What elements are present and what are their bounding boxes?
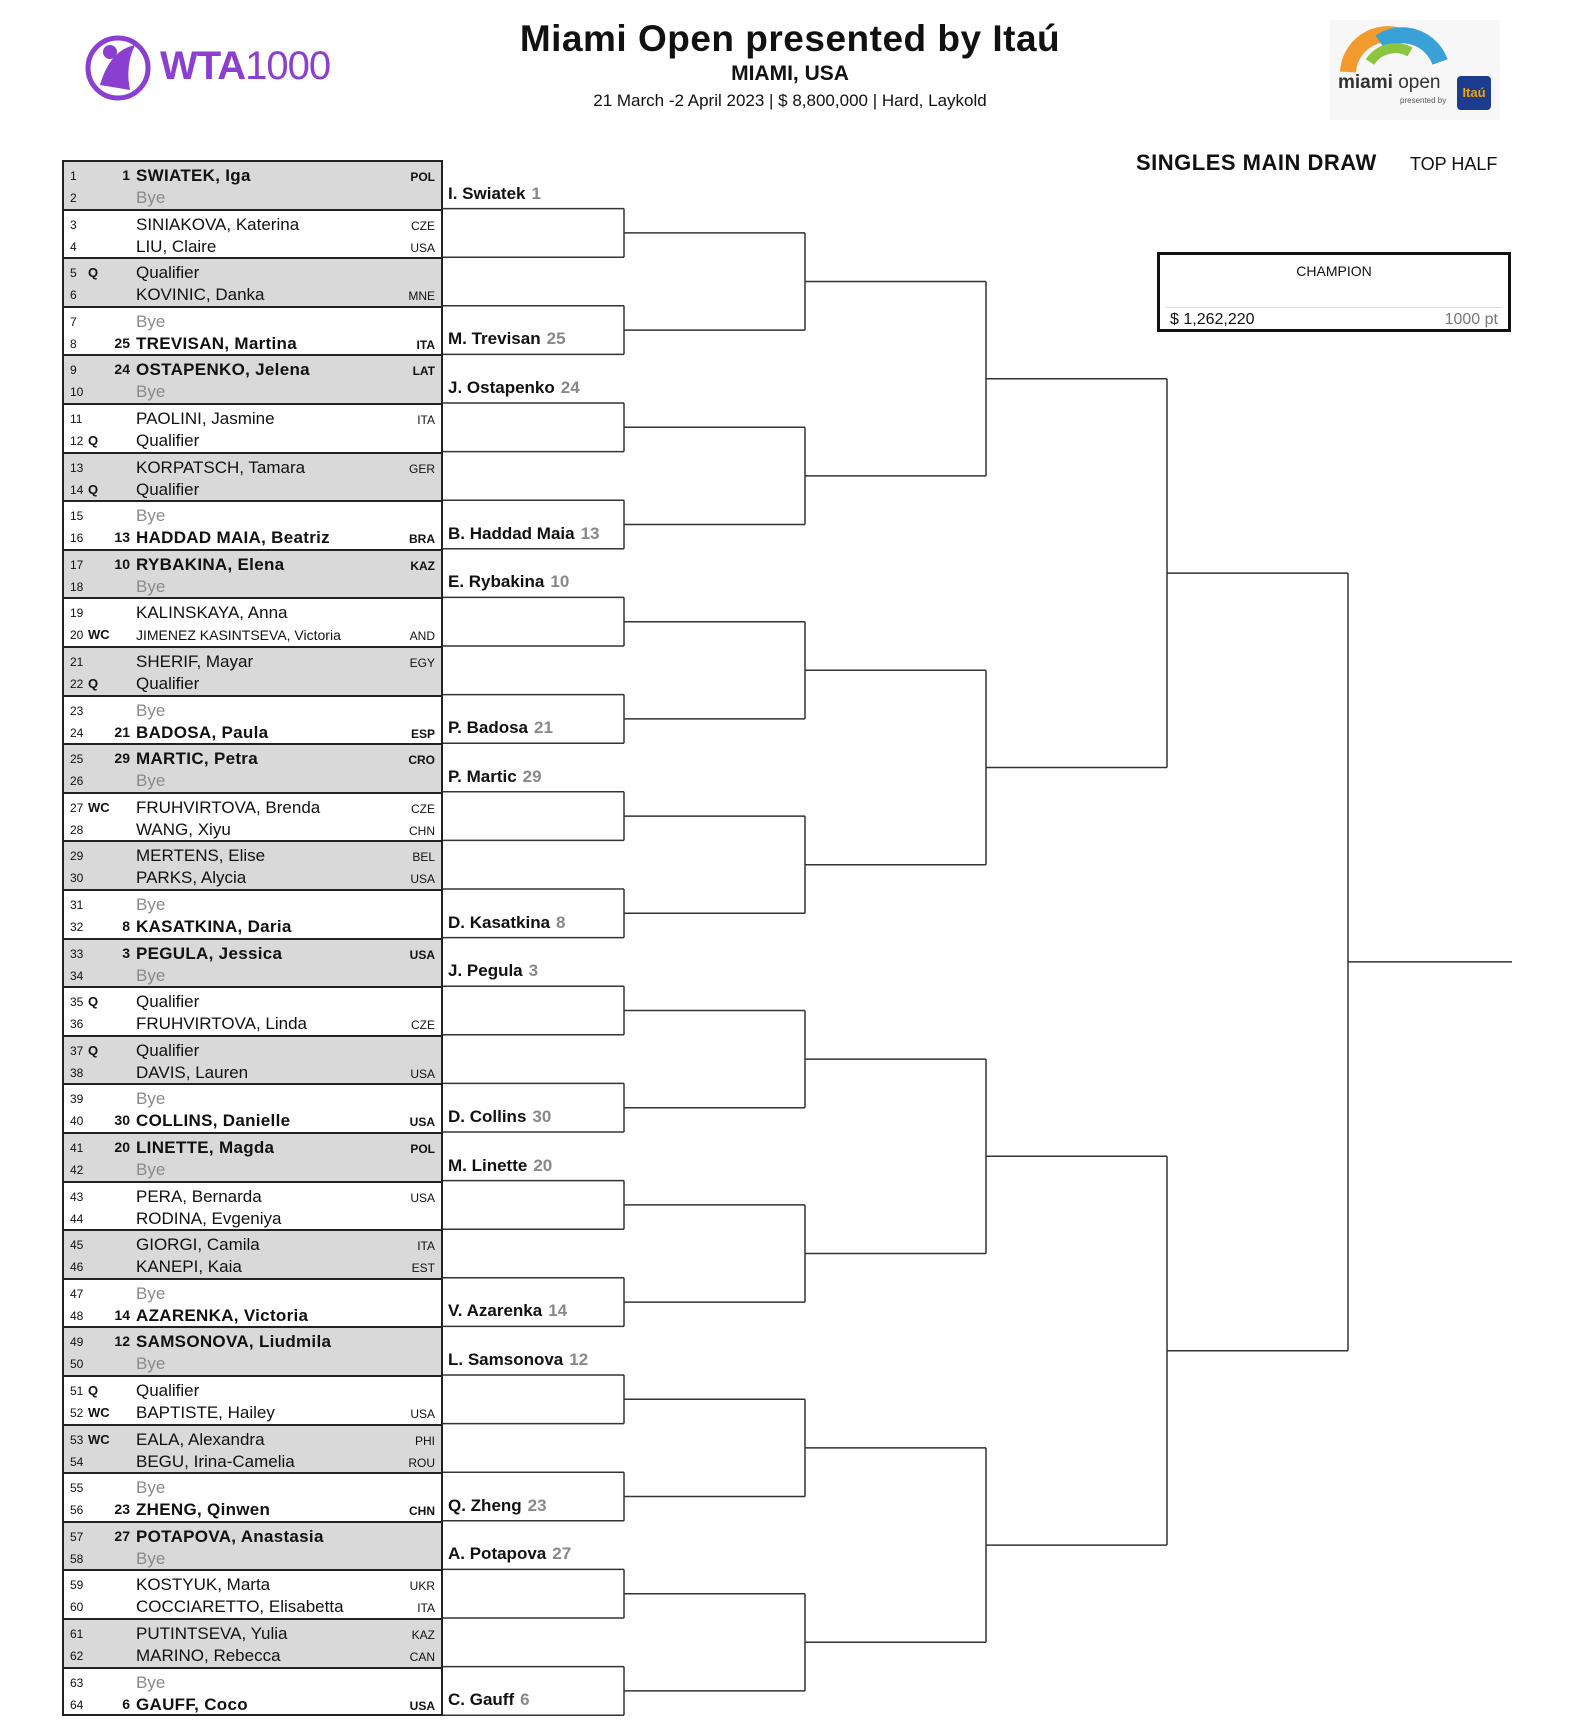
entry-tag: Q	[88, 481, 99, 497]
player-name: Bye	[136, 1548, 166, 1568]
round-2-player	[448, 378, 580, 398]
wta-logo-text: WTA1000	[160, 44, 331, 88]
entry-tag: Q	[88, 676, 99, 691]
country-code: USA	[410, 1407, 435, 1421]
draw-position: 36	[70, 1017, 84, 1032]
seed-number: 24	[114, 361, 130, 378]
draw-position: 38	[70, 1065, 84, 1080]
draw-position: 57	[70, 1529, 84, 1544]
country-code: UKR	[409, 1579, 435, 1594]
draw-position: 59	[70, 1578, 84, 1593]
player-name: Bye	[136, 1478, 166, 1498]
round-2-player-name: I. Swiatek	[448, 183, 526, 203]
round-2-player-name: Q. Zheng	[448, 1495, 522, 1515]
seed-number: 21	[114, 723, 130, 740]
seed-number: 12	[114, 1333, 130, 1350]
player-name: GAUFF, Coco	[136, 1694, 248, 1714]
player-name: POTAPOVA, Anastasia	[136, 1526, 324, 1546]
entry-tag: Q	[88, 433, 99, 448]
round-2-seed: 20	[533, 1155, 553, 1175]
draw-position: 17	[70, 557, 84, 572]
player-name: PUTINTSEVA, Yulia	[136, 1624, 288, 1643]
country-code: ITA	[417, 1601, 435, 1616]
country-code: CZE	[411, 218, 435, 233]
country-code: CZE	[411, 1018, 435, 1033]
round-2-player	[448, 767, 542, 787]
round-2-player	[448, 961, 538, 981]
player-name: Bye	[136, 965, 166, 985]
country-code: POL	[410, 1142, 435, 1156]
player-name: PEGULA, Jessica	[136, 943, 283, 963]
draw-position: 24	[70, 725, 84, 740]
player-name: Bye	[136, 771, 166, 791]
seed-number: 3	[122, 944, 130, 961]
country-code: ITA	[417, 1239, 435, 1254]
draw-position: 46	[70, 1260, 84, 1275]
draw-position: 22	[70, 677, 84, 691]
player-name: BADOSA, Paula	[136, 722, 269, 742]
entry-tag: WC	[88, 1405, 110, 1420]
round-2-player-name: J. Ostapenko	[448, 378, 555, 397]
round-2-player	[448, 913, 566, 933]
draw-position: 5	[70, 266, 77, 281]
draw-position: 28	[70, 822, 84, 837]
presented-by-text: presented by	[1400, 96, 1447, 105]
draw-position: 15	[70, 509, 84, 524]
player-name: KOVINIC, Danka	[136, 285, 265, 305]
draw-position: 30	[70, 871, 84, 886]
round-2-player	[448, 1301, 567, 1321]
round-2-player-name: D. Collins	[448, 1107, 527, 1126]
round-2-player-name: P. Martic	[448, 766, 517, 786]
player-name: TREVISAN, Martina	[136, 333, 297, 353]
seed-number: 23	[114, 1501, 130, 1518]
draw-position: 8	[70, 336, 77, 351]
country-code: CHN	[409, 1504, 435, 1519]
country-code: ITA	[417, 413, 435, 427]
player-name: Qualifier	[136, 1381, 200, 1400]
round-2-player	[448, 1496, 547, 1516]
draw-position: 43	[70, 1189, 84, 1204]
player-name: DAVIS, Lauren	[136, 1062, 249, 1082]
player-name: Bye	[136, 382, 166, 402]
entry-tag: Q	[88, 265, 99, 281]
draw-position: 21	[70, 655, 84, 669]
champion-points: 1000 pt	[1444, 311, 1498, 328]
country-code: CZE	[411, 801, 435, 816]
seed-number: 6	[122, 1695, 130, 1712]
champion-label: CHAMPION	[1296, 263, 1372, 279]
seed-number: 30	[114, 1112, 130, 1129]
seed-number: 10	[114, 555, 130, 572]
player-name: Bye	[136, 1089, 166, 1109]
player-name: MARTIC, Petra	[136, 749, 258, 769]
seed-number: 14	[114, 1306, 130, 1323]
country-code: USA	[410, 240, 435, 255]
player-name: SINIAKOVA, Katerina	[136, 214, 300, 234]
round-2-player-name: P. Badosa	[448, 718, 529, 738]
round-2-player	[448, 1544, 571, 1564]
country-code: EST	[411, 1261, 435, 1276]
country-code: USA	[410, 872, 435, 887]
itau-logo: Itaú	[1457, 76, 1491, 110]
round-2-seed: 30	[532, 1107, 552, 1126]
draw-position: 16	[70, 531, 84, 546]
entry-tag: Q	[88, 1042, 99, 1058]
player-name: Qualifier	[136, 479, 200, 499]
round-2-seed: 3	[528, 961, 539, 981]
draw-position: 53	[70, 1432, 84, 1447]
round-2-player	[448, 572, 569, 592]
round-2-player-name: D. Kasatkina	[448, 912, 551, 932]
draw-position: 14	[70, 482, 84, 497]
player-name: Bye	[136, 1283, 166, 1303]
round-2-seed: 13	[580, 523, 600, 543]
player-name: Bye	[136, 506, 166, 526]
country-code: EGY	[409, 656, 435, 670]
draw-position: 29	[70, 849, 84, 864]
player-name: Qualifier	[136, 431, 200, 450]
player-name: Qualifier	[136, 1040, 200, 1060]
round-2-player-name: C. Gauff	[448, 1690, 515, 1710]
country-code: PHI	[414, 1433, 435, 1448]
entry-tag: WC	[88, 799, 110, 815]
player-name: Qualifier	[136, 263, 200, 283]
draw-position: 32	[70, 920, 84, 934]
player-name: Bye	[136, 895, 166, 914]
country-code: USA	[409, 1115, 435, 1130]
player-name: KASATKINA, Daria	[136, 917, 292, 936]
country-code: ESP	[410, 726, 435, 741]
draw-position: 45	[70, 1238, 84, 1253]
draw-position: 42	[70, 1163, 84, 1177]
country-code: KAZ	[411, 1628, 435, 1642]
round-2-seed: 23	[527, 1495, 547, 1515]
country-code: BRA	[409, 532, 435, 547]
draw-position: 39	[70, 1092, 84, 1107]
round-2-player-name: A. Potapova	[448, 1544, 547, 1564]
country-code: ROU	[408, 1455, 435, 1470]
player-name: COLLINS, Danielle	[136, 1111, 291, 1131]
country-code: MNE	[408, 289, 435, 304]
player-name: PAOLINI, Jasmine	[136, 409, 275, 428]
draw-position: 52	[70, 1406, 84, 1420]
round-2-seed: 1	[531, 183, 541, 203]
player-name: HADDAD MAIA, Beatriz	[136, 528, 330, 548]
draw-position: 19	[70, 606, 84, 621]
draw-position: 31	[70, 898, 84, 912]
player-name: WANG, Xiyu	[136, 819, 231, 839]
player-name: Bye	[136, 188, 166, 207]
player-name: Bye	[136, 1354, 166, 1374]
country-code: GER	[408, 461, 435, 476]
round-2-player-name: B. Haddad Maia	[448, 523, 575, 543]
draw-position: 40	[70, 1114, 84, 1129]
round-2-player	[448, 329, 566, 349]
draw-position: 7	[70, 314, 77, 329]
draw-section: TOP HALF	[1410, 154, 1498, 174]
player-name: COCCIARETTO, Elisabetta	[136, 1597, 344, 1617]
country-code: USA	[410, 1190, 435, 1205]
player-name: LIU, Claire	[136, 236, 217, 256]
draw-position: 64	[70, 1697, 84, 1712]
round-2-player-name: J. Pegula	[448, 961, 523, 981]
round-2-seed: 8	[556, 912, 566, 932]
seed-number: 13	[114, 529, 130, 546]
draw-position: 2	[70, 191, 77, 205]
draw-position: 25	[70, 752, 84, 767]
seed-number: 29	[114, 750, 130, 767]
country-code: POL	[410, 170, 435, 184]
round-2-seed: 14	[548, 1301, 568, 1321]
player-name: KOSTYUK, Marta	[136, 1575, 271, 1595]
draw-position: 6	[70, 288, 77, 303]
entry-tag: WC	[88, 1431, 110, 1447]
country-code: AND	[409, 629, 435, 644]
country-code: CRO	[408, 753, 435, 768]
round-2-player-name: L. Samsonova	[448, 1350, 564, 1369]
round-2-seed: 6	[520, 1690, 530, 1710]
seed-number: 27	[114, 1527, 130, 1544]
player-name: Qualifier	[136, 992, 200, 1012]
player-name: Bye	[136, 1672, 166, 1692]
round-2-player	[448, 718, 553, 738]
player-name: MARINO, Rebecca	[136, 1646, 281, 1665]
champion-prize: $ 1,262,220	[1170, 311, 1255, 328]
player-name: FRUHVIRTOVA, Linda	[136, 1014, 308, 1034]
round-2-player-name: E. Rybakina	[448, 572, 545, 592]
country-code: CAN	[409, 1650, 435, 1664]
player-name: Bye	[136, 311, 166, 331]
player-name: JIMENEZ KASINTSEVA, Victoria	[136, 627, 341, 644]
player-name: BAPTISTE, Hailey	[136, 1403, 275, 1422]
player-name: SHERIF, Mayar	[136, 652, 254, 671]
round-2-seed: 12	[569, 1350, 589, 1369]
tournament-city: MIAMI, USA	[731, 62, 849, 85]
round-2-player	[448, 1350, 588, 1370]
round-2-seed: 29	[522, 766, 542, 786]
country-code: USA	[410, 1066, 435, 1081]
draw-position: 61	[70, 1627, 84, 1641]
player-name: ZHENG, Qinwen	[136, 1500, 271, 1520]
draw-position: 4	[70, 239, 77, 254]
draw-position: 60	[70, 1600, 84, 1615]
draw-position: 47	[70, 1286, 84, 1301]
draw-position: 50	[70, 1357, 84, 1372]
player-name: KANEPI, Kaia	[136, 1257, 242, 1277]
player-name: KALINSKAYA, Anna	[136, 603, 288, 623]
round-2-player	[448, 1690, 530, 1710]
draw-position: 12	[70, 434, 84, 448]
draw-position: 3	[70, 217, 77, 232]
round-2-seed: 27	[552, 1544, 572, 1564]
entry-tag: Q	[88, 1383, 99, 1398]
seed-number: 1	[122, 167, 130, 183]
player-name: BEGU, Irina-Camelia	[136, 1451, 295, 1471]
player-name: LINETTE, Magda	[136, 1138, 275, 1157]
draw-position: 35	[70, 995, 84, 1010]
country-code: CHN	[409, 823, 435, 838]
player-name: AZARENKA, Victoria	[136, 1305, 309, 1325]
draw-position: 41	[70, 1141, 84, 1155]
player-name: Qualifier	[136, 674, 200, 693]
draw-position: 62	[70, 1649, 84, 1663]
player-name: KORPATSCH, Tamara	[136, 457, 306, 477]
player-name: RYBAKINA, Elena	[136, 554, 285, 574]
draw-position: 13	[70, 460, 84, 475]
draw-position: 54	[70, 1454, 84, 1469]
draw-position: 49	[70, 1335, 84, 1350]
draw-position: 27	[70, 800, 84, 815]
round-2-player	[448, 524, 600, 544]
seed-number: 8	[122, 918, 130, 934]
miami-open-wordmark: miami open	[1338, 72, 1441, 93]
round-2-player	[448, 184, 541, 204]
draw-position: 55	[70, 1481, 84, 1496]
draw-position: 34	[70, 968, 84, 983]
player-name: Bye	[136, 700, 166, 720]
player-name: PERA, Bernarda	[136, 1186, 262, 1206]
player-name: MERTENS, Elise	[136, 846, 266, 866]
country-code: KAZ	[410, 558, 435, 573]
round-2-player-name: M. Linette	[448, 1155, 528, 1175]
round-2-player-name: V. Azarenka	[448, 1301, 543, 1321]
player-name: PARKS, Alycia	[136, 868, 247, 888]
entry-tag: WC	[88, 627, 110, 643]
draw-position: 33	[70, 946, 84, 961]
round-2-seed: 25	[546, 329, 566, 349]
round-2-player-name: M. Trevisan	[448, 329, 541, 349]
round-2-player	[448, 1156, 552, 1176]
round-2-seed: 24	[560, 378, 580, 397]
draw-position: 20	[70, 628, 84, 643]
country-code: ITA	[416, 337, 435, 352]
draw-position: 48	[70, 1308, 84, 1323]
round-2-seed: 10	[550, 572, 570, 592]
draw-position: 51	[70, 1384, 84, 1398]
draw-position: 18	[70, 579, 84, 594]
tournament-title: Miami Open presented by Itaú	[519, 18, 1061, 59]
player-name: FRUHVIRTOVA, Brenda	[136, 797, 321, 817]
draw-position: 10	[70, 385, 84, 400]
player-name: OSTAPENKO, Jelena	[136, 360, 310, 380]
draw-title: SINGLES MAIN DRAW	[1136, 150, 1377, 175]
draw-position: 56	[70, 1503, 84, 1518]
seed-number: 25	[114, 334, 130, 351]
draw-position: 9	[70, 363, 77, 378]
draw-position: 11	[70, 412, 83, 426]
player-name: RODINA, Evgeniya	[136, 1208, 282, 1228]
round-2-seed: 21	[534, 718, 553, 738]
draw-position: 23	[70, 703, 84, 718]
player-name: Bye	[136, 576, 166, 596]
country-code: USA	[409, 1698, 435, 1713]
player-name: SAMSONOVA, Liudmila	[136, 1332, 332, 1352]
round-2-player	[448, 1107, 551, 1127]
draw-position: 1	[70, 169, 77, 183]
country-code: BEL	[412, 850, 435, 865]
draw-position: 37	[70, 1043, 84, 1058]
player-name: GIORGI, Camila	[136, 1235, 260, 1255]
country-code: USA	[409, 947, 435, 962]
draw-position: 44	[70, 1211, 84, 1226]
entry-tag: Q	[88, 994, 99, 1010]
seed-number: 20	[114, 1139, 130, 1155]
draw-position: 26	[70, 774, 84, 789]
player-name: SWIATEK, Iga	[136, 166, 251, 185]
draw-position: 63	[70, 1675, 84, 1690]
draw-position: 58	[70, 1551, 84, 1566]
player-name: Bye	[136, 1160, 166, 1179]
tournament-info: 21 March -2 April 2023 | $ 8,800,000 | Hard, Laykold	[593, 91, 987, 110]
player-name: EALA, Alexandra	[136, 1429, 265, 1449]
country-code: LAT	[412, 364, 435, 379]
